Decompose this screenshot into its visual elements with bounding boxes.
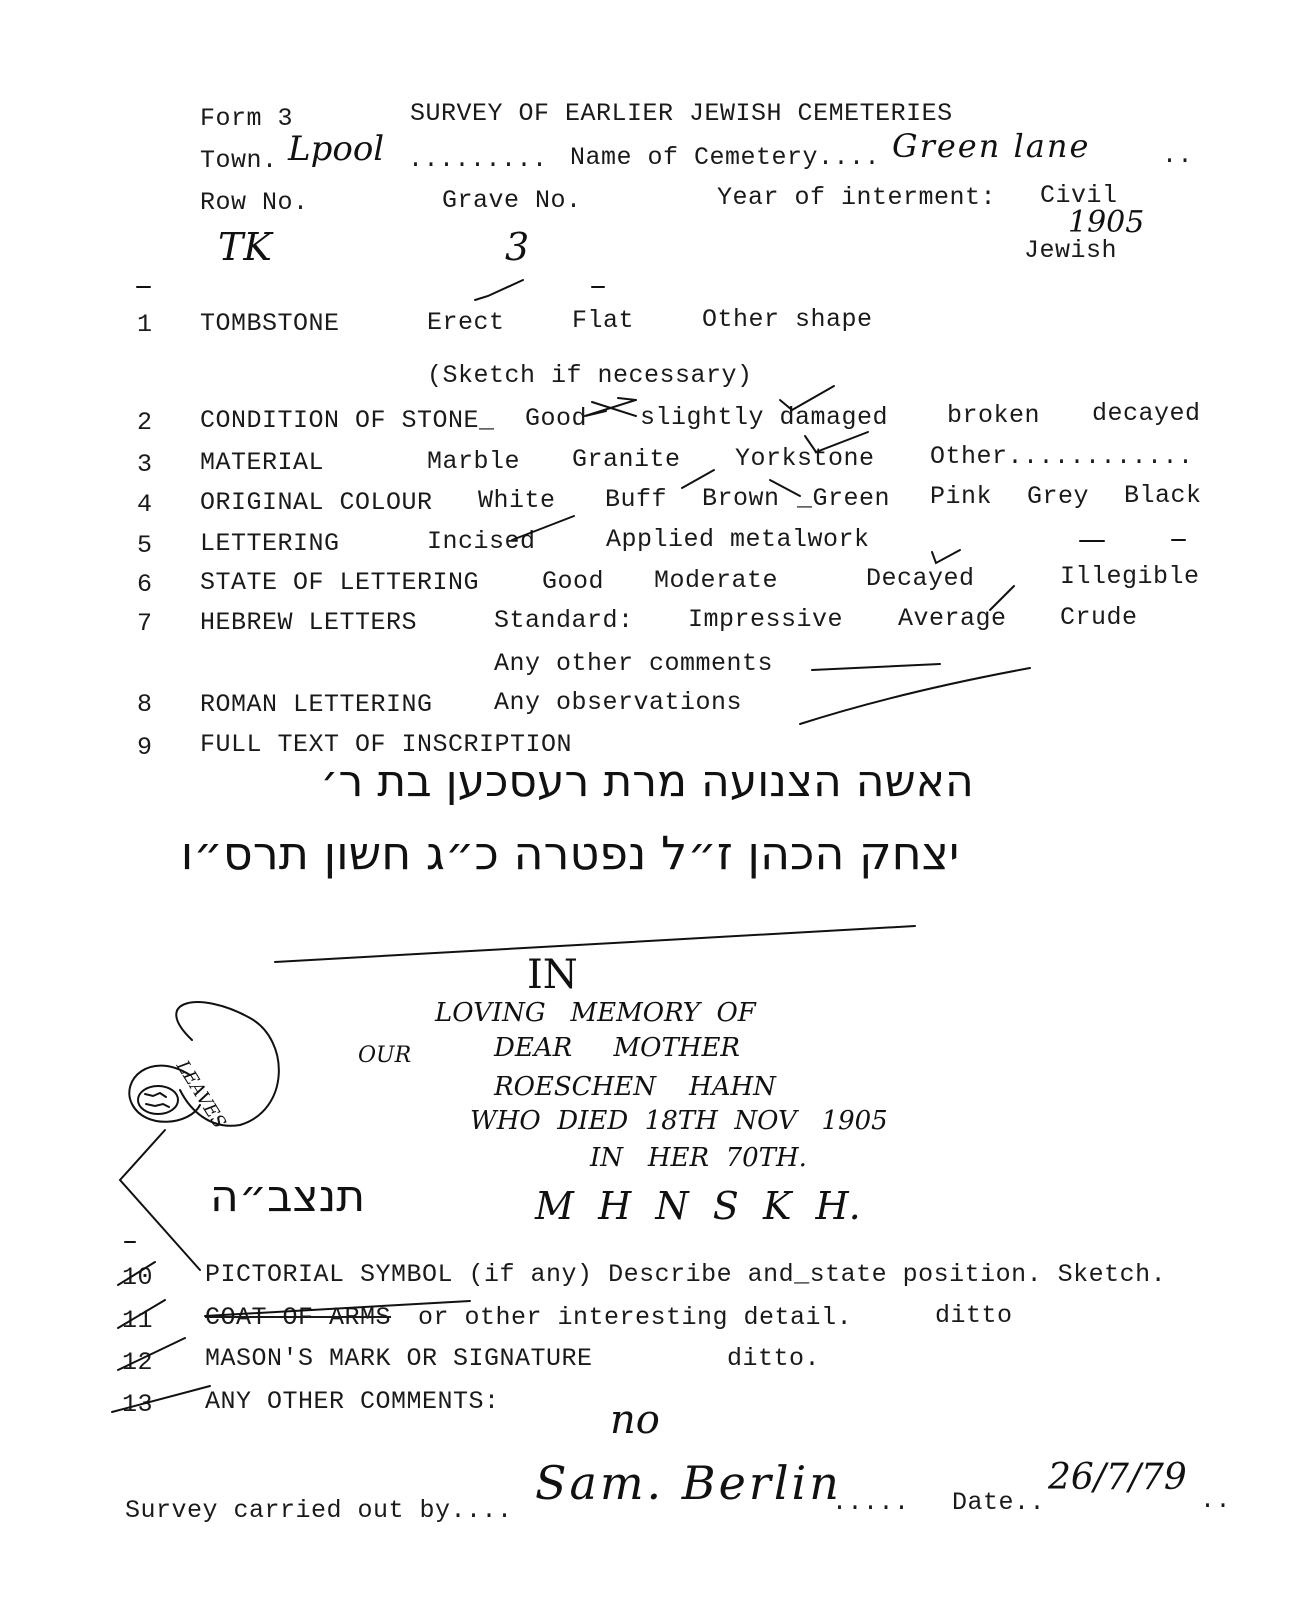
- item-number: 12: [122, 1348, 154, 1377]
- option-incised: Incised: [427, 527, 536, 556]
- item-number: 13: [122, 1390, 154, 1419]
- english-inscription-line: ROESCHEN HAHN: [494, 1072, 776, 1102]
- date-label: Date..: [952, 1488, 1046, 1517]
- survey-label: Survey carried out by....: [125, 1496, 513, 1525]
- option-illegible: Illegible: [1060, 562, 1200, 591]
- option-erect: Erect: [427, 308, 505, 337]
- option-other: Other............: [930, 442, 1194, 471]
- option-flat: Flat: [572, 306, 635, 335]
- arrow-mark: [585, 398, 636, 416]
- coat-of-arms-label: COAT OF ARMS: [205, 1303, 392, 1332]
- hebrew-inscription-line-2: יצחק הכהן ז״ל נפטרה כ״ג חשון תרס״ו: [180, 826, 960, 880]
- option-white: White: [478, 486, 556, 515]
- english-inscription-line: WHO DIED 18TH NOV 1905: [470, 1106, 888, 1136]
- state-lettering-label: STATE OF LETTERING: [200, 568, 480, 597]
- condition-label: CONDITION OF STONE_: [200, 406, 495, 435]
- grapes-sketch: [138, 1086, 178, 1114]
- option-decayed: decayed: [1092, 399, 1201, 428]
- grapes-sketch: [145, 1093, 169, 1107]
- lettering-label: LETTERING: [200, 529, 340, 558]
- option-slightly-damaged: slightly damaged: [640, 403, 889, 432]
- hebrew-abbreviation: תנצב״ה: [210, 1171, 366, 1222]
- option-standard: Standard:: [494, 606, 634, 635]
- option-good: Good: [525, 404, 588, 433]
- colour-label: ORIGINAL COLOUR: [200, 488, 433, 517]
- sketch-note: (Sketch if necessary): [427, 361, 753, 390]
- item-number: 4: [137, 490, 153, 519]
- transliteration: M H N S K H.: [535, 1184, 861, 1228]
- english-inscription-in: IN: [527, 952, 578, 998]
- option-grey: Grey: [1027, 482, 1090, 511]
- english-inscription-line: LOVING MEMORY OF: [435, 998, 756, 1028]
- hebrew-inscription-line-1: האשה הצנועה מרת רעסכען בת ר׳: [320, 756, 974, 807]
- ditto: ditto.: [727, 1344, 821, 1373]
- comments-answer: no: [610, 1397, 660, 1443]
- item-number: 7: [137, 609, 153, 638]
- coat-of-arms-text: or other interesting detail.: [418, 1303, 853, 1332]
- row-value: TK: [218, 225, 272, 269]
- item-number: 10: [122, 1263, 154, 1292]
- roman-lettering-label: ROMAN LETTERING: [200, 690, 433, 719]
- option-crude: Crude: [1060, 603, 1138, 632]
- survey-dots: .....: [832, 1488, 910, 1517]
- town-dots: .........: [408, 145, 548, 174]
- sketch-leaves-label: LEAVES: [171, 1056, 230, 1133]
- grave-label: Grave No.: [442, 186, 582, 215]
- option-impressive: Impressive: [688, 605, 844, 634]
- ditto: ditto: [935, 1301, 1013, 1330]
- option-yorkstone: Yorkstone: [735, 444, 875, 473]
- tick-mark: [475, 280, 523, 300]
- option-green: _Green: [797, 484, 891, 513]
- option-applied-metalwork: Applied metalwork: [606, 525, 870, 554]
- tick-mark: [932, 550, 960, 563]
- item-number: 11: [122, 1306, 154, 1335]
- other-comments-label: Any other comments: [494, 649, 774, 678]
- option-pink: Pink: [930, 482, 993, 511]
- option-good: Good: [542, 567, 605, 596]
- year-label: Year of interment:: [717, 183, 997, 212]
- grave-value: 3: [505, 225, 530, 269]
- item-number: 3: [137, 450, 153, 479]
- item-number: 5: [137, 531, 153, 560]
- item-number: 8: [137, 690, 153, 719]
- observations-label: Any observations: [494, 688, 743, 717]
- stem-stroke: [120, 1130, 200, 1270]
- material-label: MATERIAL: [200, 448, 325, 477]
- pictorial-symbol-label: PICTORIAL SYMBOL (if any) Describe and_state position. Sketch.: [205, 1260, 1167, 1289]
- option-buff: Buff: [605, 485, 668, 514]
- option-decayed: Decayed: [866, 564, 975, 593]
- arrow-mark: [592, 402, 636, 416]
- cemetery-value: Green lane: [892, 127, 1091, 165]
- form-number: Form 3: [200, 104, 294, 133]
- date-value: 26/7/79: [1048, 1457, 1187, 1498]
- underline-stroke: [275, 926, 915, 962]
- row-label: Row No.: [200, 188, 309, 217]
- answer-line: [812, 664, 940, 670]
- answer-line: [800, 668, 1030, 724]
- cemetery-label: Name of Cemetery....: [570, 143, 881, 172]
- option-other-shape: Other shape: [702, 305, 873, 334]
- form-title: SURVEY OF EARLIER JEWISH CEMETERIES: [410, 99, 953, 128]
- town-value: Lpool: [288, 129, 385, 169]
- item-number: 9: [137, 733, 153, 762]
- english-inscription-line: OUR: [358, 1043, 412, 1068]
- english-inscription-line: IN HER 70TH.: [590, 1143, 807, 1173]
- option-broken: broken: [947, 401, 1041, 430]
- item-number: 6: [137, 570, 153, 599]
- option-average: Average: [898, 604, 1007, 633]
- item-number: 2: [137, 408, 153, 437]
- option-black: Black: [1124, 481, 1202, 510]
- english-inscription-line: DEAR MOTHER: [494, 1033, 741, 1063]
- jewish-label: Jewish: [1024, 236, 1118, 265]
- option-granite: Granite: [572, 445, 681, 474]
- hebrew-letters-label: HEBREW LETTERS: [200, 608, 418, 637]
- any-other-comments-label: ANY OTHER COMMENTS:: [205, 1387, 500, 1416]
- civil-label: Civil: [1040, 181, 1118, 210]
- item-number: 1: [137, 310, 153, 339]
- option-brown: Brown: [702, 484, 780, 513]
- option-moderate: Moderate: [654, 566, 779, 595]
- full-text-label: FULL TEXT OF INSCRIPTION: [200, 730, 573, 759]
- town-label: Town.: [200, 146, 278, 175]
- date-dots: ..: [1200, 1486, 1232, 1515]
- cemetery-dots: ..: [1162, 141, 1194, 170]
- tombstone-label: TOMBSTONE: [200, 309, 340, 338]
- masons-mark-label: MASON'S MARK OR SIGNATURE: [205, 1344, 593, 1373]
- option-marble: Marble: [427, 447, 521, 476]
- surveyor-signature: Sam. Berlin: [535, 1456, 842, 1510]
- year-value: 1905: [1068, 205, 1145, 240]
